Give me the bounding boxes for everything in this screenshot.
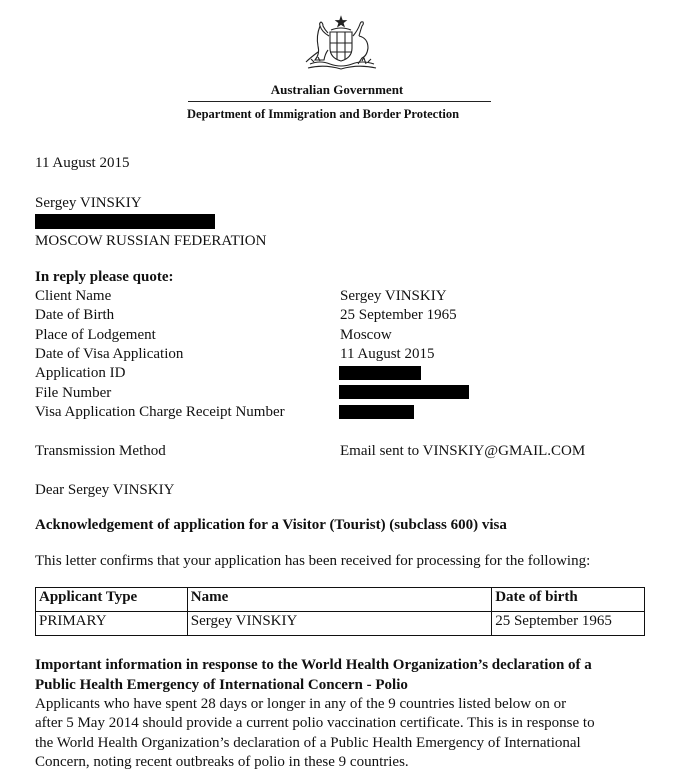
redacted-receipt-number (339, 405, 414, 419)
table-header-row (36, 588, 645, 612)
intro-text: This letter confirms that your application has been received for processing for the following: (35, 553, 591, 569)
letter-subject: Acknowledgement of application for a Visitor (Tourist) (subclass 600) visa (35, 517, 507, 533)
recipient-name: Sergey VINSKIY (35, 195, 142, 211)
polio-body-line-4: Concern, noting recent outbreaks of polio in these 9 countries. (35, 754, 409, 770)
quote-label-file-number: File Number (35, 385, 112, 401)
polio-heading-line-2: Public Health Emergency of International Concern - Polio (35, 677, 408, 693)
polio-body-line-1: Applicants who have spent 28 days or longer in any of the 9 countries listed below on or (35, 696, 567, 712)
quote-label-place-of-lodgement: Place of Lodgement (35, 327, 156, 343)
quote-value-client-name: Sergey VINSKIY (340, 288, 447, 304)
quote-value-date-of-birth: 25 September 1965 (340, 307, 457, 323)
quote-label-application-id: Application ID (35, 365, 126, 381)
recipient-address: MOSCOW RUSSIAN FEDERATION (35, 233, 267, 249)
salutation: Dear Sergey VINSKIY (35, 482, 175, 498)
government-title: Australian Government (270, 82, 404, 97)
polio-body-line-3: the World Health Organization’s declaration of a Public Health Emergency of International (35, 735, 581, 751)
header-name: Name (187, 588, 491, 612)
polio-heading-line-1: Important information in response to the World Health Organization’s declaration of a (35, 657, 592, 673)
header-date-of-birth: Date of birth (492, 588, 645, 612)
quote-value-place-of-lodgement: Moscow (340, 327, 392, 343)
coat-of-arms-icon (298, 14, 384, 74)
header-applicant-type: Applicant Type (36, 588, 188, 612)
letter-date: 11 August 2015 (35, 155, 130, 171)
transmission-value: Email sent to VINSKIY@GMAIL.COM (340, 443, 586, 459)
quote-label-date-of-application: Date of Visa Application (35, 346, 184, 362)
quote-label-date-of-birth: Date of Birth (35, 307, 115, 323)
quote-label-receipt-number: Visa Application Charge Receipt Number (35, 404, 285, 420)
table-row (36, 612, 645, 636)
quote-heading: In reply please quote: (35, 269, 174, 285)
quote-value-date-of-application: 11 August 2015 (340, 346, 435, 362)
quote-label-client-name: Client Name (35, 288, 112, 304)
department-title: Department of Immigration and Border Protection (187, 107, 460, 121)
redacted-file-number (339, 385, 469, 399)
redacted-address-line (35, 214, 215, 229)
polio-body-line-2: after 5 May 2014 should provide a current polio vaccination certificate. This is in response to (35, 715, 595, 731)
cell-name: Sergey VINSKIY (187, 612, 491, 636)
cell-date-of-birth: 25 September 1965 (492, 612, 645, 636)
applicant-table (35, 587, 645, 636)
letterhead-divider (188, 101, 491, 102)
redacted-application-id (339, 366, 421, 380)
transmission-label: Transmission Method (35, 443, 166, 459)
cell-applicant-type: PRIMARY (36, 612, 188, 636)
